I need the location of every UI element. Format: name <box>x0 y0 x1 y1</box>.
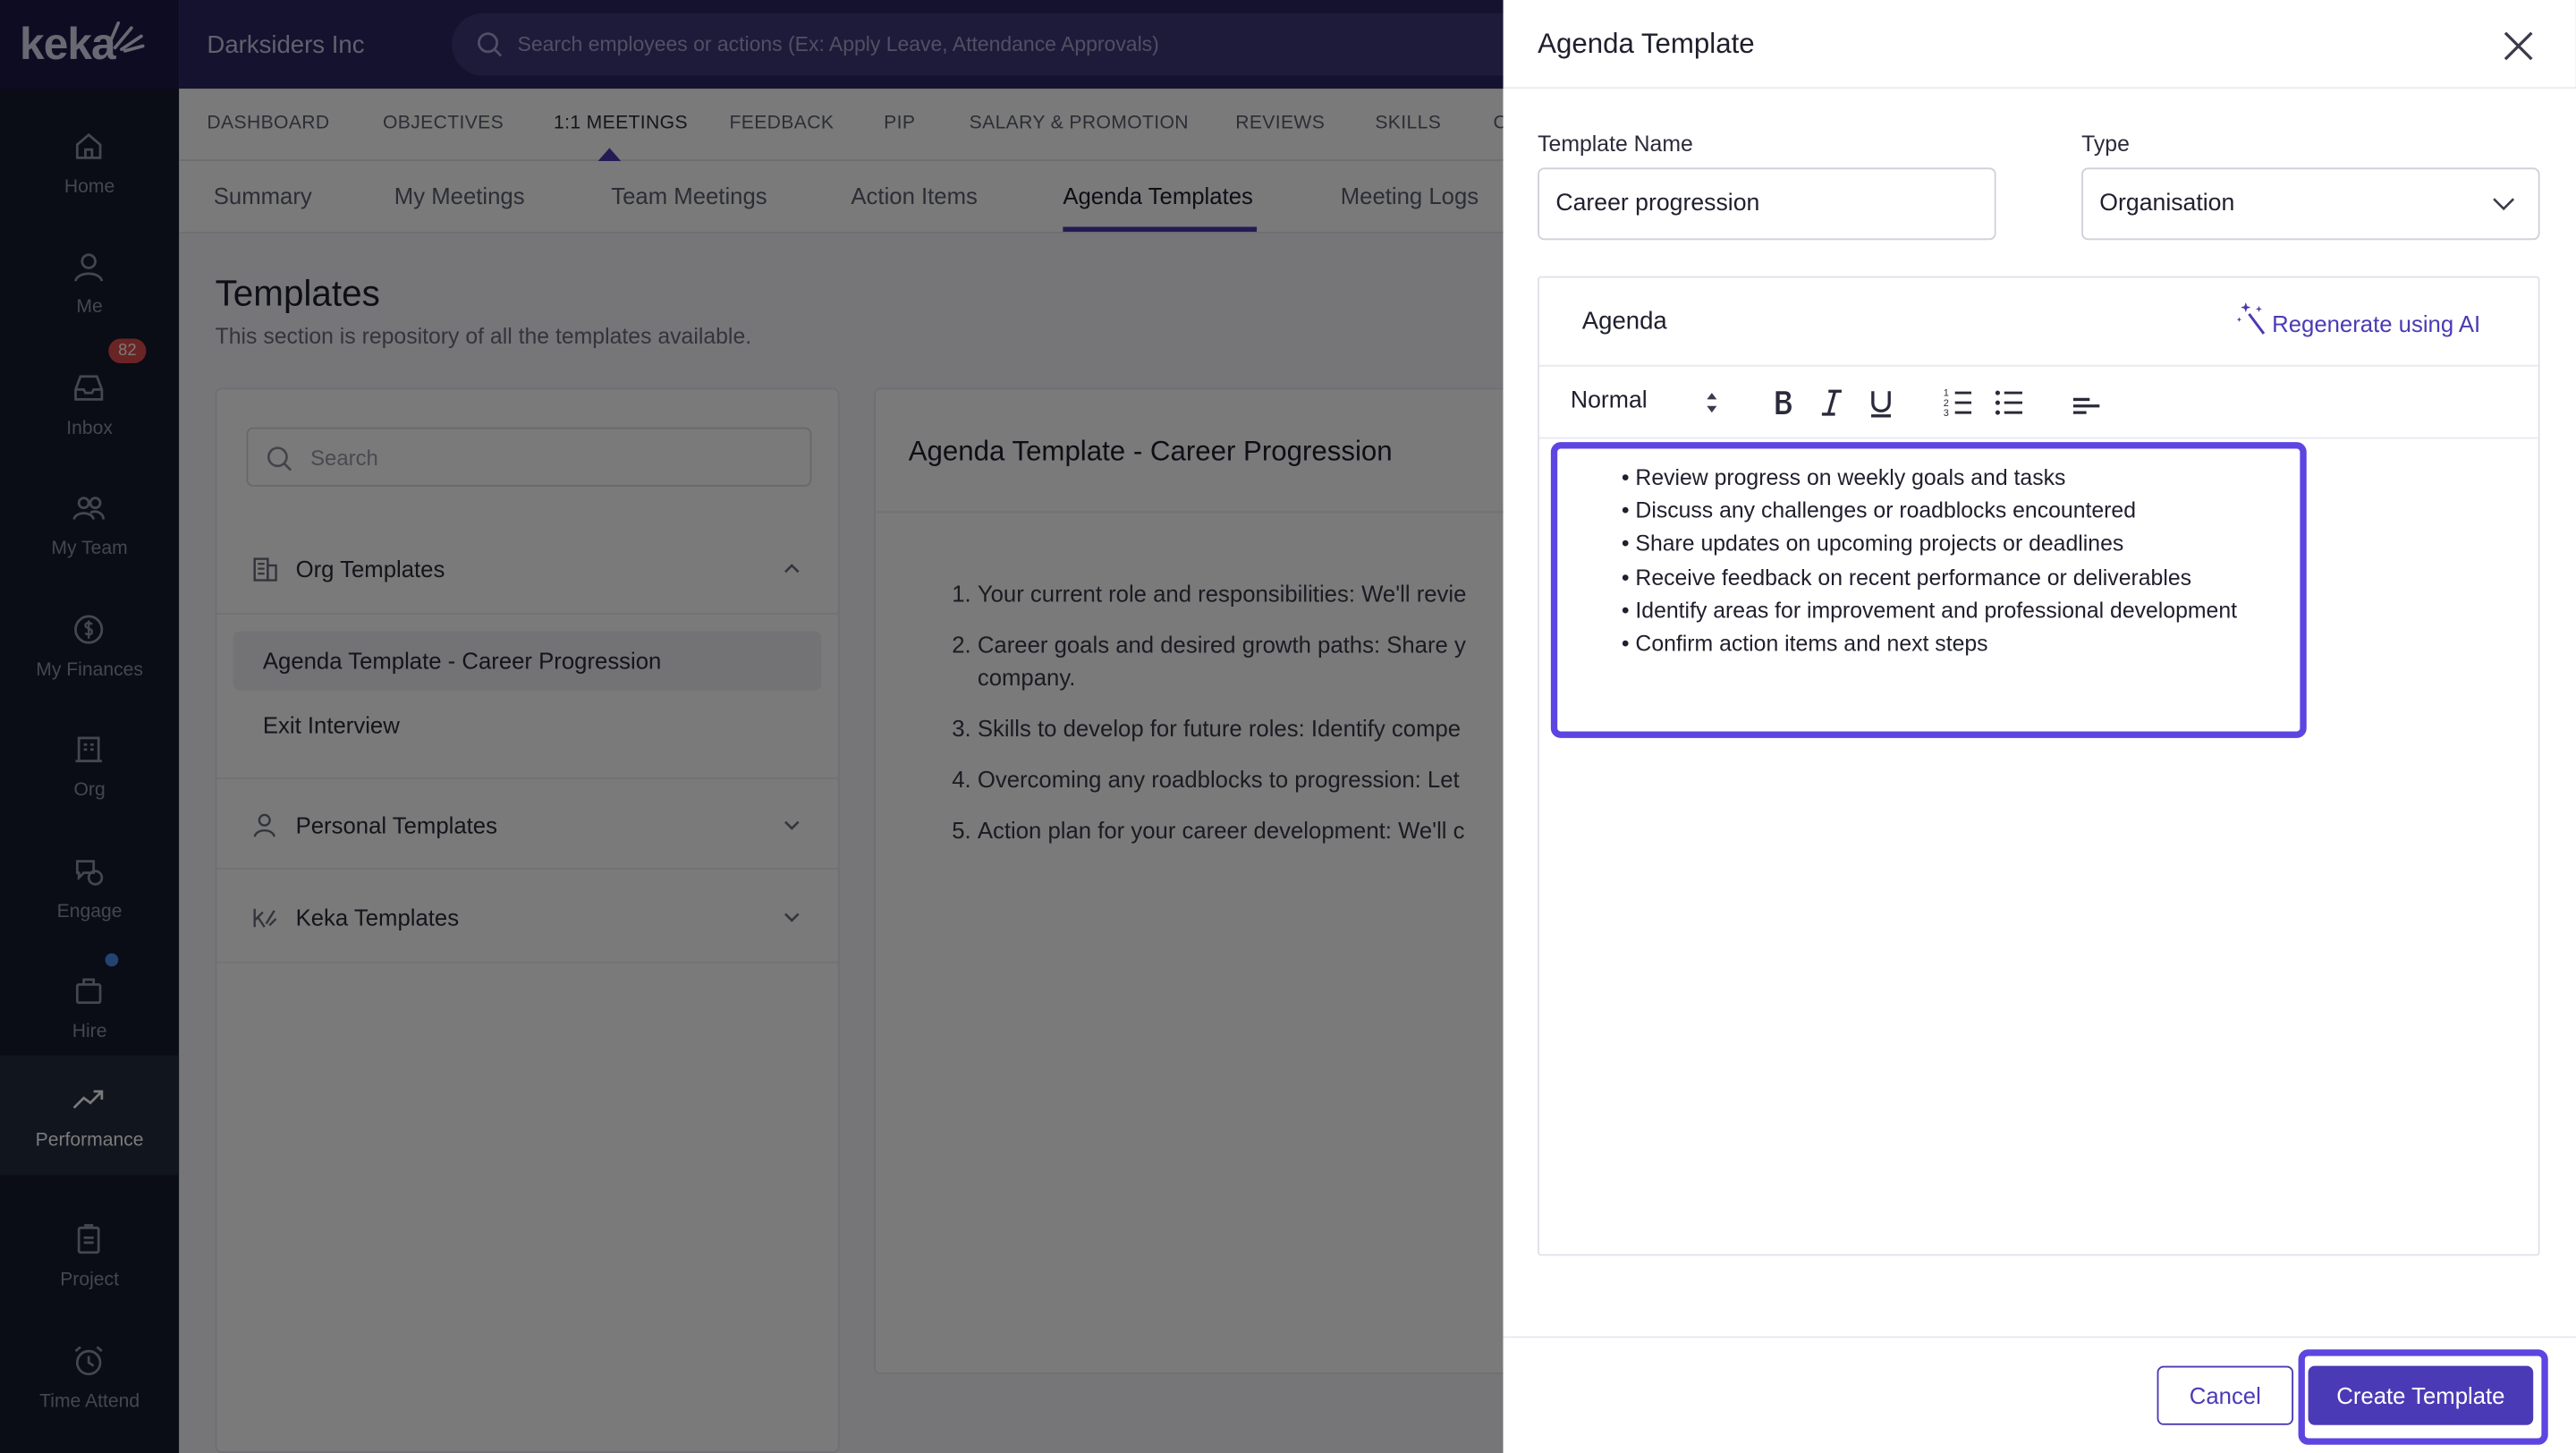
underline-button[interactable] <box>1865 387 1898 420</box>
editor-toolbar <box>1539 367 2538 439</box>
ordered-list-button[interactable] <box>1942 387 1975 420</box>
svg-text:2: 2 <box>1943 397 1949 409</box>
divider <box>1504 1337 2576 1338</box>
agenda-editor-header <box>1539 277 2538 366</box>
italic-icon <box>1816 387 1849 420</box>
bullet-list-icon <box>1993 387 2026 420</box>
template-name-label: Template Name <box>1538 131 1693 157</box>
agenda-label: Agenda <box>1581 307 1667 336</box>
align-left-icon <box>2070 387 2103 420</box>
regenerate-ai-label: Regenerate using AI <box>2272 310 2481 337</box>
italic-button[interactable] <box>1816 387 1849 420</box>
bold-button[interactable] <box>1766 387 1799 420</box>
agenda-editor <box>1538 276 2539 1256</box>
agenda-list <box>1622 462 2237 661</box>
ordered-list-icon <box>1942 387 1975 420</box>
close-icon[interactable] <box>2499 26 2538 65</box>
agenda-item: • Share updates on upcoming projects or deadlines <box>1622 528 2237 561</box>
create-template-button[interactable]: Create Template <box>2309 1366 2534 1425</box>
type-label: Type <box>2081 131 2130 157</box>
svg-text:1: 1 <box>1943 387 1949 399</box>
chevron-down-icon <box>2492 196 2515 212</box>
bold-icon <box>1766 387 1799 420</box>
agenda-template-drawer <box>1504 0 2576 1453</box>
align-button[interactable] <box>2070 387 2103 420</box>
svg-text:3: 3 <box>1943 407 1949 419</box>
template-name-value: Career progression <box>1555 191 1760 217</box>
agenda-item: • Receive feedback on recent performance or deliverables <box>1622 562 2237 595</box>
underline-icon <box>1865 387 1898 420</box>
divider <box>1504 87 2576 89</box>
agenda-item: • Confirm action items and next steps <box>1622 628 2237 661</box>
text-style-select[interactable]: Normal <box>1570 387 1648 414</box>
type-select[interactable] <box>2081 167 2539 240</box>
agenda-item: • Identify areas for improvement and professional development <box>1622 595 2237 628</box>
bullet-list-button[interactable] <box>1993 387 2026 420</box>
cancel-button[interactable]: Cancel <box>2157 1366 2293 1425</box>
type-value: Organisation <box>2099 191 2235 217</box>
template-name-field[interactable] <box>1538 167 1996 240</box>
drawer-title: Agenda Template <box>1538 28 1755 60</box>
magic-wand-icon <box>2236 301 2269 336</box>
updown-arrows-icon[interactable] <box>1704 389 1720 415</box>
agenda-item: • Review progress on weekly goals and tasks <box>1622 462 2237 495</box>
agenda-item: • Discuss any challenges or roadblocks encountered <box>1622 495 2237 528</box>
agenda-editor-body[interactable] <box>1539 439 2538 1254</box>
